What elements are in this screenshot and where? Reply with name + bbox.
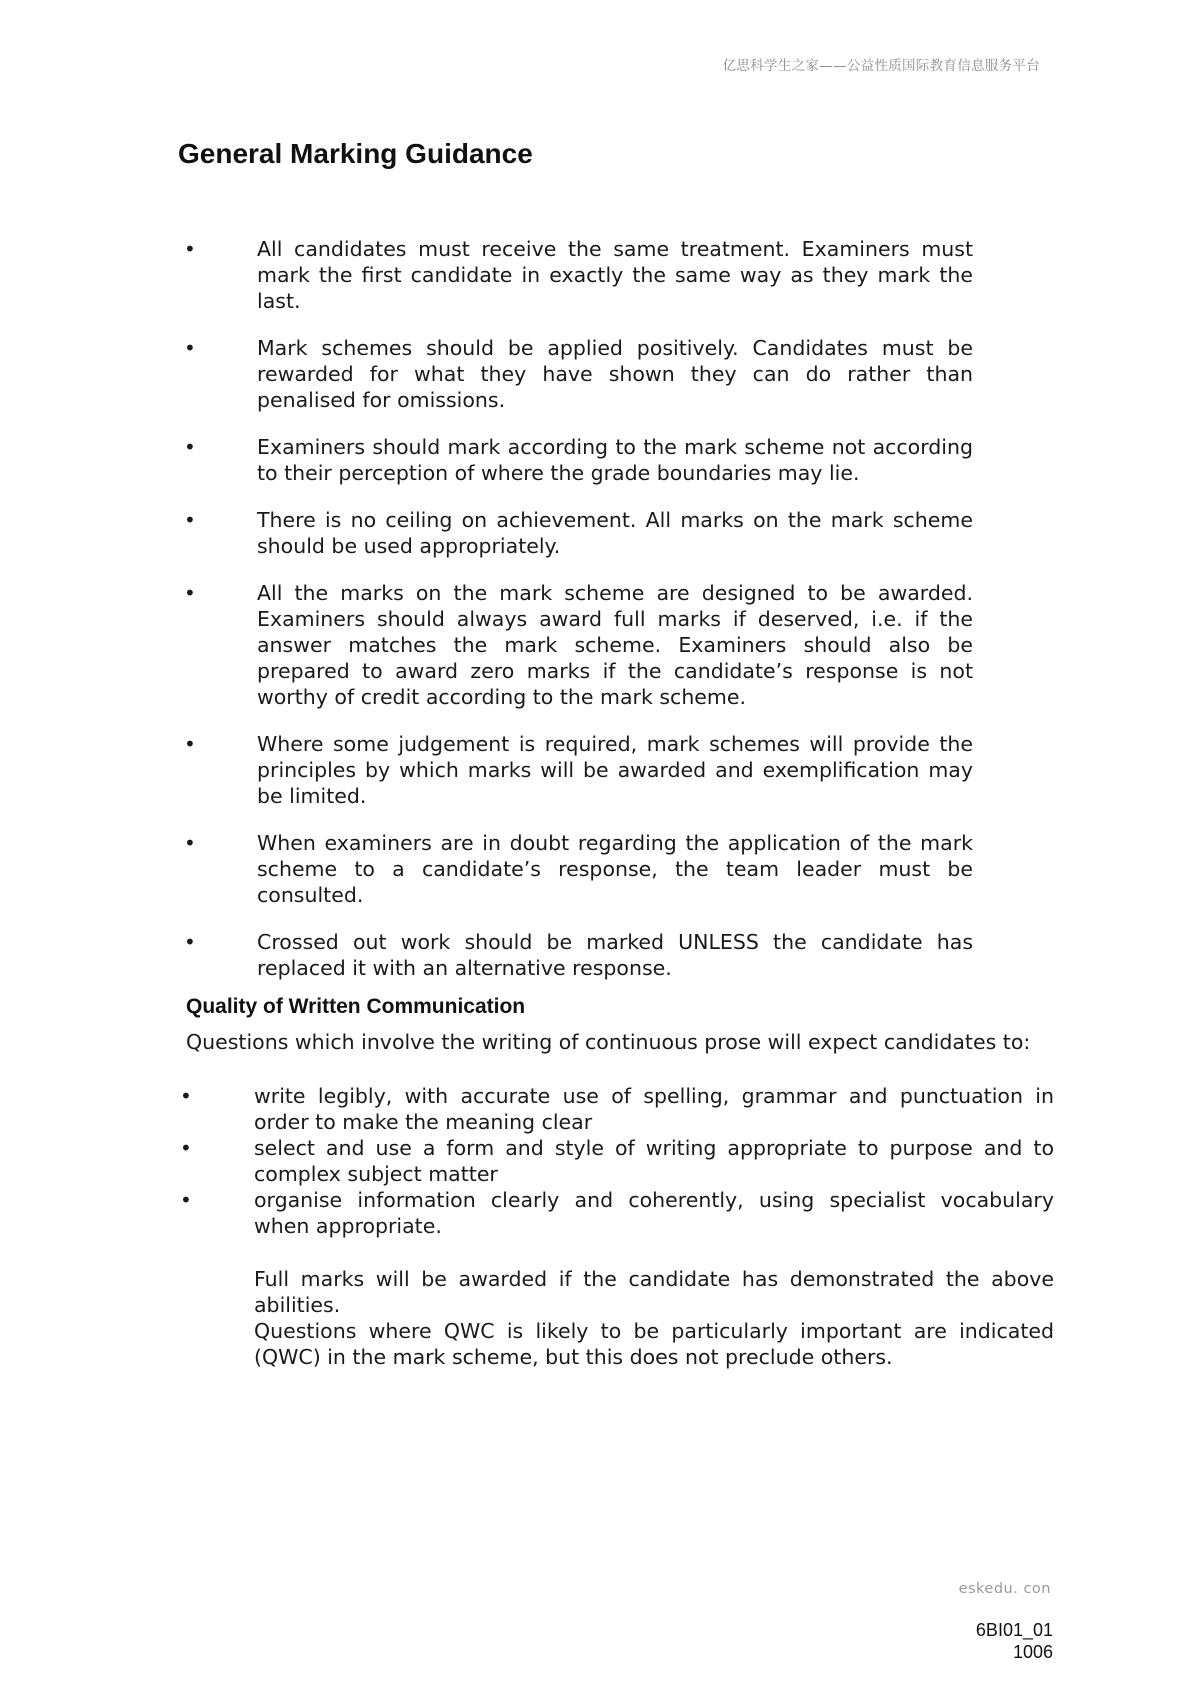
list-item (180, 1135, 1054, 1187)
list-item (180, 236, 973, 314)
footer-paper-code (976, 1619, 1053, 1663)
list-item-text: Mark schemes should be applied positively. Candidates must be rewarded for what they have shown they can do rather than penalised for omissions. (257, 336, 973, 412)
paper-code: 6BI01_01 (975, 1620, 1053, 1640)
qwc-note-full-marks: Full marks will be awarded if the candidate has demonstrated the above abilities. (254, 1267, 1054, 1317)
bullet-icon: • (184, 336, 196, 360)
bullet-icon: • (184, 831, 196, 855)
guidance-list (180, 236, 973, 1002)
footer-site-watermark: eskedu. con (958, 1581, 1051, 1597)
list-item-text: Where some judgement is required, mark schemes will provide the principles by which marks will be awarded and exemplification may be limited. (257, 732, 973, 808)
bullet-icon: • (180, 1188, 192, 1212)
qwc-heading: Quality of Written Communication (186, 995, 526, 1018)
list-item (180, 731, 973, 809)
list-item-text: Crossed out work should be marked UNLESS the candidate has replaced it with an alternative response. (257, 930, 973, 980)
list-item (180, 434, 973, 486)
qwc-intro-text: Questions which involve the writing of continuous prose will expect candidates to: (186, 1030, 1031, 1054)
list-item-text: All the marks on the mark scheme are designed to be awarded. Examiners should always award full marks if deserved, i.e. if the answer matches the mark scheme. Examiners should also be prepared to award zero marks if the candidate’s response is not worthy of credit according to the mark scheme. (257, 581, 973, 709)
qwc-list (180, 1083, 1054, 1239)
bullet-icon: • (184, 237, 196, 261)
page-title: General Marking Guidance (178, 138, 533, 169)
bullet-icon: • (184, 435, 196, 459)
qwc-note-indicated: Questions where QWC is likely to be particularly important are indicated (QWC) in the mark scheme, but this does not preclude others. (254, 1319, 1054, 1369)
header-watermark: 亿思科学生之家——公益性质国际教育信息服务平台 (722, 58, 1040, 74)
list-item (180, 1083, 1054, 1135)
list-item-text: Examiners should mark according to the mark scheme not according to their perception of where the grade boundaries may lie. (257, 435, 973, 485)
list-item-text: When examiners are in doubt regarding the application of the mark scheme to a candidate’s response, the team leader must be consulted. (257, 831, 973, 907)
bullet-icon: • (184, 732, 196, 756)
bullet-icon: • (184, 930, 196, 954)
bullet-icon: • (184, 508, 196, 532)
qwc-notes (254, 1266, 1054, 1370)
list-item (180, 1187, 1054, 1239)
bullet-icon: • (180, 1136, 192, 1160)
list-item (180, 580, 973, 710)
list-item-text: There is no ceiling on achievement. All marks on the mark scheme should be used appropriately. (257, 508, 973, 558)
list-item (180, 335, 973, 413)
bullet-icon: • (184, 581, 196, 605)
list-item (180, 830, 973, 908)
list-item-text: write legibly, with accurate use of spelling, grammar and punctuation in order to make the meaning clear (254, 1084, 1054, 1134)
list-item-text: organise information clearly and coherently, using specialist vocabulary when appropriate. (254, 1188, 1054, 1238)
bullet-icon: • (180, 1084, 192, 1108)
list-item-text: All candidates must receive the same treatment. Examiners must mark the first candidate in exactly the same way as they mark the last. (257, 237, 973, 313)
paper-date: 1006 (1012, 1642, 1053, 1662)
list-item (180, 507, 973, 559)
list-item (180, 929, 973, 981)
list-item-text: select and use a form and style of writing appropriate to purpose and to complex subject matter (254, 1136, 1054, 1186)
